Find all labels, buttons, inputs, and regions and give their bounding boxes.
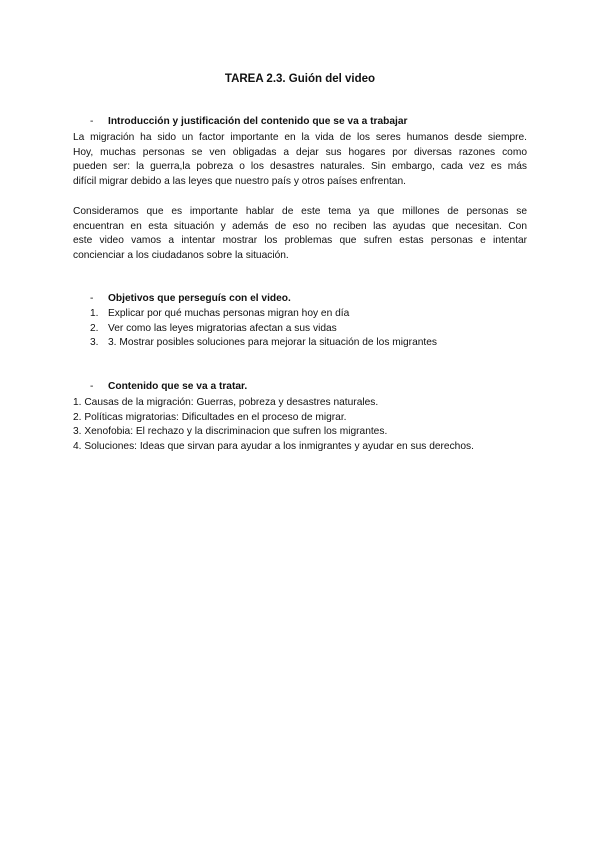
section-heading-text: Contenido que se va a tratar.: [108, 381, 248, 392]
paragraph-line: este video vamos a intentar mostrar los problemas que sufren estas personas e intentar: [73, 235, 527, 246]
list-item: 2. Políticas migratorias: Dificultades en el proceso de migrar.: [73, 411, 347, 423]
paragraph-line: Hoy, muchas personas se ven obligadas a dejar sus hogares por diversas razones como: [73, 146, 527, 158]
section-heading-introduccion: [90, 116, 407, 127]
page-title: TAREA 2.3. Guión del video: [224, 73, 376, 85]
paragraph-line: encuentran en esta situación y además de eso no reciben las ayudas que necesitan. Con: [73, 220, 527, 232]
list-item: [90, 322, 437, 337]
paragraph-justificacion: [73, 205, 527, 263]
paragraph-line: Consideramos que es importante hablar de este tema ya que millones de personas se: [73, 206, 527, 217]
paragraph-introduccion: [73, 131, 527, 189]
list-item: 3. Xenofobia: El rechazo y la discriminacion que sufren los migrantes.: [73, 426, 388, 437]
bullet-dash: -: [90, 381, 94, 392]
list-item: [90, 307, 437, 322]
section-heading-text: Introducción y justificación del contenido que se va a trabajar: [108, 116, 408, 127]
section-heading-text: Objetivos que perseguís con el video.: [108, 293, 291, 304]
list-item-text: Explicar por qué muchas personas migran hoy en día: [108, 308, 350, 319]
list-item: 4. Soluciones: Ideas que sirvan para ayudar a los inmigrantes y ayudar en sus derechos.: [73, 440, 474, 452]
bullet-dash: -: [90, 116, 94, 127]
paragraph-line: pueden ser: la guerra,la pobreza o los desastres naturales. Sin embargo, cada vez es más: [73, 161, 527, 172]
paragraph-line: difícil migrar debido a las leyes que nuestro país y otros países enfrentan.: [73, 175, 406, 187]
paragraph-line: concienciar a los ciudadanos sobre la situación.: [73, 249, 289, 261]
list-item: [90, 336, 437, 351]
section-heading-contenido: [90, 381, 247, 392]
list-item-number: 1.: [90, 308, 99, 319]
objectives-list: [90, 307, 437, 351]
paragraph-line: La migración ha sido un factor importante en la vida de los seres humanos desde siempre.: [73, 132, 527, 143]
list-item: 1. Causas de la migración: Guerras, pobreza y desastres naturales.: [73, 397, 379, 408]
list-item-text: 3. Mostrar posibles soluciones para mejorar la situación de los migrantes: [108, 337, 437, 348]
bullet-dash: -: [90, 293, 94, 304]
content-list: [73, 396, 474, 454]
list-item-number: 3.: [90, 337, 99, 348]
list-item-text: Ver como las leyes migratorias afectan a sus vidas: [108, 322, 337, 334]
section-heading-objetivos: [90, 293, 291, 304]
list-item-number: 2.: [90, 322, 99, 334]
